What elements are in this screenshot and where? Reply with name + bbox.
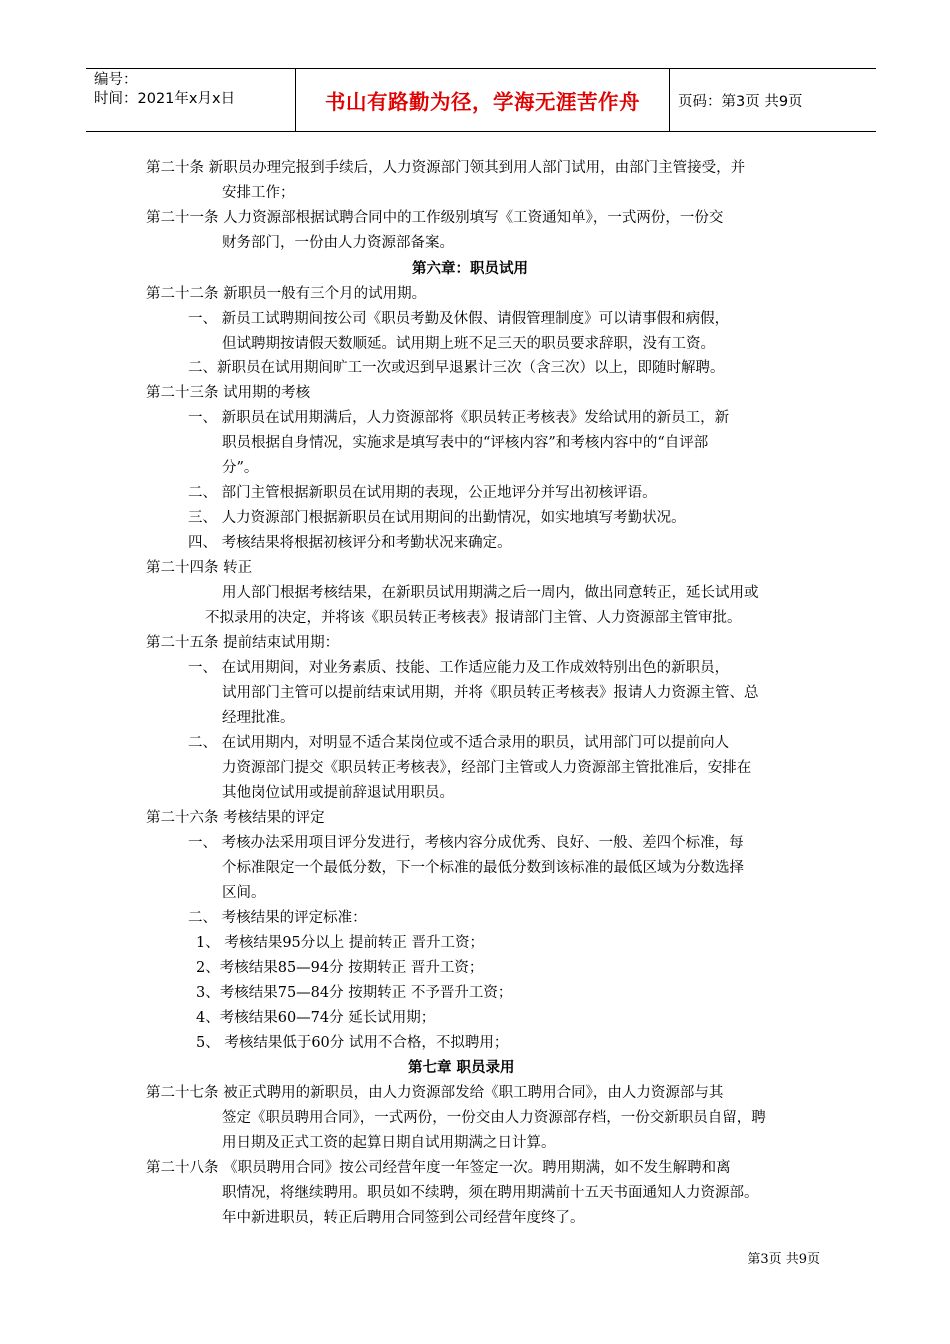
standard-item-2: 2、考核结果85—94分 按期转正 晋升工资； (196, 960, 484, 976)
article-25: 第二十五条 提前结束试用期： (146, 635, 340, 651)
article-25-item-2-line-1: 二、 在试用期内，对明显不适合某岗位或不适合录用的职员，试用部门可以提前向人 (188, 735, 730, 751)
article-25-item-1-line-3: 经理批准。 (222, 710, 295, 726)
article-27-line-2: 签定《职员聘用合同》，一式两份，一份交由人力资源部存档，一份交新职员自留，聘 (222, 1110, 766, 1126)
article-25-item-2-line-2: 力资源部门提交《职员转正考核表》，经部门主管或人力资源部主管批准后，安排在 (222, 760, 752, 776)
article-27-line-1: 第二十七条 被正式聘用的新职员，由人力资源部发给《职工聘用合同》，由人力资源部与其 (146, 1085, 724, 1101)
standard-item-4: 4、考核结果60—74分 延长试用期； (196, 1010, 436, 1026)
page-header (86, 68, 876, 132)
article-27-line-3: 用日期及正式工资的起算日期自试用期满之日计算。 (222, 1135, 556, 1151)
article-20-line-2: 安排工作； (222, 185, 295, 201)
article-23-item-1-line-2: 职员根据自身情况，实施求是填写表中的“评核内容”和考核内容中的“自评部 (222, 435, 709, 451)
standard-item-5: 5、 考核结果低于60分 试用不合格，不拟聘用； (196, 1035, 509, 1051)
article-22-item-2: 二、新职员在试用期间旷工一次或迟到早退累计三次（含三次）以上，即随时解聘。 (188, 360, 725, 376)
article-21-line-1: 第二十一条 人力资源部根据试聘合同中的工作级别填写《工资通知单》，一式两份，一份交 (146, 210, 724, 226)
article-28-line-1: 第二十八条 《职员聘用合同》按公司经营年度一年签定一次。聘用期满，如不发生解聘和离 (146, 1160, 731, 1176)
article-23-item-1-line-1: 一、 新职员在试用期满后，人力资源部将《职员转正考核表》发给试用的新员工，新 (188, 410, 730, 426)
article-22: 第二十二条 新职员一般有三个月的试用期。 (146, 286, 427, 302)
standard-item-3: 3、考核结果75—84分 按期转正 不予晋升工资； (196, 985, 513, 1001)
article-20-line-1: 第二十条 新职员办理完报到手续后，人力资源部门领其到用人部门试用，由部门主管接受，并 (146, 160, 746, 176)
header-page-label: 页码：第3页 共9页 (678, 93, 803, 110)
article-24-line-1: 用人部门根据考核结果，在新职员试用期满之后一周内，做出同意转正，延长试用或 (222, 585, 759, 601)
time-label: 时间：2021年x月x日 (94, 91, 236, 107)
number-label: 编号： (94, 72, 138, 88)
article-26-item-1-line-3: 区间。 (222, 885, 266, 901)
article-23-item-1-line-3: 分”。 (222, 460, 259, 476)
article-28-line-3: 年中新进职员，转正后聘用合同签到公司经营年度终了。 (222, 1210, 585, 1226)
article-23-item-4: 四、 考核结果将根据初核评分和考勤状况来确定。 (188, 535, 512, 551)
article-22-item-1-line-1: 一、 新员工试聘期间按公司《职员考勤及休假、请假管理制度》可以请事假和病假， (188, 311, 730, 327)
article-26-item-2: 二、 考核结果的评定标准： (188, 910, 367, 926)
article-24: 第二十四条 转正 (146, 560, 253, 576)
article-23: 第二十三条 试用期的考核 (146, 385, 311, 401)
article-26-item-1-line-2: 个标准限定一个最低分数，下一个标准的最低分数到该标准的最低区域为分数选择 (222, 860, 744, 876)
standard-item-1: 1、 考核结果95分以上 提前转正 晋升工资； (196, 935, 485, 951)
article-21-line-2: 财务部门，一份由人力资源部备案。 (222, 235, 454, 251)
article-22-item-1-line-2: 但试聘期按请假天数顺延。试用期上班不足三天的职员要求辞职，没有工资。 (222, 336, 715, 352)
header-motto: 书山有路勤为径，学海无涯苦作舟 (296, 69, 670, 131)
article-23-item-3: 三、 人力资源部门根据新职员在试用期间的出勤情况，如实地填写考勤状况。 (188, 510, 686, 526)
article-25-item-1-line-2: 试用部门主管可以提前结束试用期，并将《职员转正考核表》报请人力资源主管、总 (222, 685, 759, 701)
chapter-7-heading: 第七章 职员录用 (408, 1060, 515, 1076)
article-25-item-2-line-3: 其他岗位试用或提前辞退试用职员。 (222, 785, 454, 801)
article-23-item-2: 二、 部门主管根据新职员在试用期的表现，公正地评分并写出初核评语。 (188, 485, 657, 501)
article-26: 第二十六条 考核结果的评定 (146, 810, 325, 826)
article-26-item-1-line-1: 一、 考核办法采用项目评分发进行，考核内容分成优秀、良好、一般、差四个标准，每 (188, 835, 744, 851)
article-25-item-1-line-1: 一、 在试用期间，对业务素质、技能、工作适应能力及工作成效特别出色的新职员， (188, 660, 730, 676)
header-meta (86, 69, 296, 131)
page-footer-number: 第3页 共9页 (747, 1252, 820, 1267)
article-24-line-2: 不拟录用的决定，并将该《职员转正考核表》报请部门主管、人力资源部主管审批。 (205, 610, 742, 626)
chapter-6-heading: 第六章：职员试用 (412, 261, 528, 277)
article-28-line-2: 职情况，将继续聘用。职员如不续聘，须在聘用期满前十五天书面通知人力资源部。 (222, 1185, 759, 1201)
